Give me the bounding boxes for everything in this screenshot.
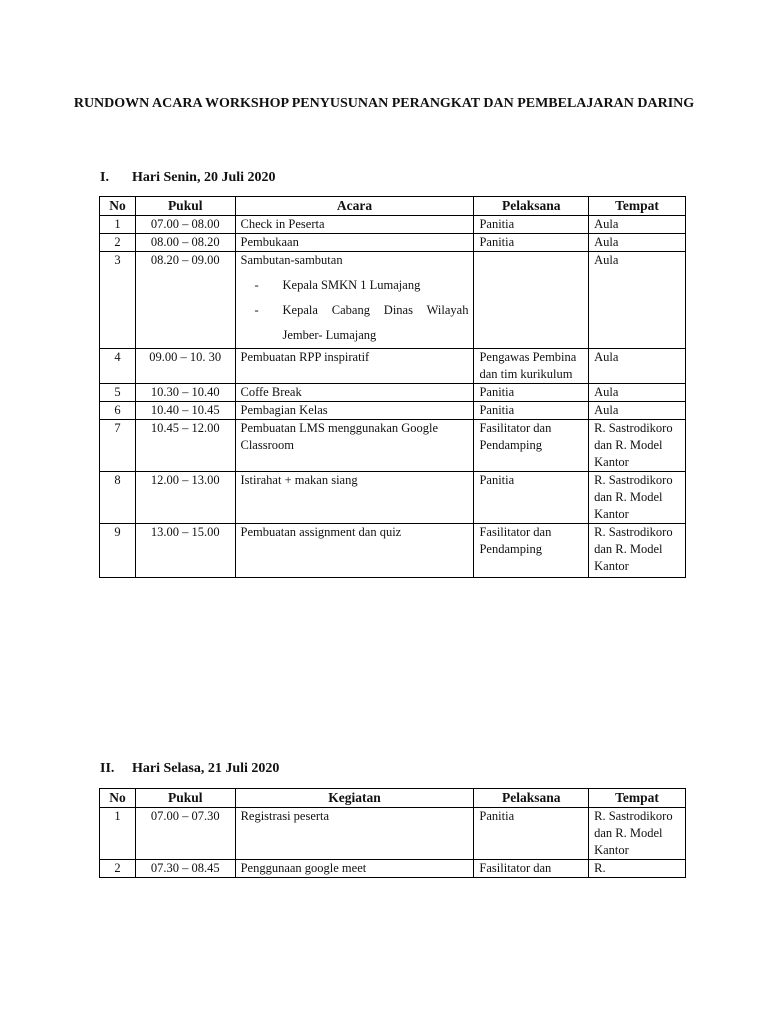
table-header-row (100, 789, 686, 808)
section-label: Hari Senin, 20 Juli 2020 (132, 170, 276, 185)
cell-tempat: Aula (589, 402, 686, 420)
table-row (100, 402, 686, 420)
cell-pukul: 07.00 – 07.30 (135, 808, 235, 860)
col-header-kegiatan: Kegiatan (235, 789, 474, 808)
cell-no: 2 (100, 860, 136, 878)
cell-pukul: 13.00 – 15.00 (135, 524, 235, 578)
cell-tempat: Aula (589, 349, 686, 384)
table-row (100, 808, 686, 860)
cell-pelaksana: Panitia (474, 216, 589, 234)
cell-no: 8 (100, 472, 136, 524)
cell-tempat: R. Sastrodikoro dan R. Model Kantor (589, 420, 686, 472)
cell-tempat: Aula (589, 216, 686, 234)
cell-pelaksana: Panitia (474, 234, 589, 252)
cell-pelaksana: Panitia (474, 472, 589, 524)
col-header-pukul: Pukul (135, 789, 235, 808)
table-row (100, 472, 686, 524)
cell-no: 4 (100, 349, 136, 384)
table-row (100, 252, 686, 349)
cell-acara: Check in Peserta (235, 216, 474, 234)
cell-acara: Pembuatan RPP inspiratif (235, 349, 474, 384)
cell-pukul: 09.00 – 10. 30 (135, 349, 235, 384)
rundown-table-day1 (99, 196, 686, 578)
table-row (100, 234, 686, 252)
section-heading-day1 (100, 170, 276, 186)
table-row (100, 216, 686, 234)
cell-pukul: 10.40 – 10.45 (135, 402, 235, 420)
cell-no: 3 (100, 252, 136, 349)
document-title: RUNDOWN ACARA WORKSHOP PENYUSUNAN PERANGKAT DAN PEMBELAJARAN DARING (73, 96, 695, 111)
cell-pelaksana: Fasilitator dan Pendamping (474, 420, 589, 472)
cell-pelaksana: Fasilitator dan (474, 860, 589, 878)
cell-pukul: 07.30 – 08.45 (135, 860, 235, 878)
cell-no: 9 (100, 524, 136, 578)
cell-kegiatan: Penggunaan google meet (235, 860, 474, 878)
table-row (100, 420, 686, 472)
cell-tempat: R. Sastrodikoro dan R. Model Kantor (589, 808, 686, 860)
cell-pelaksana: Panitia (474, 384, 589, 402)
rundown-table-day2 (99, 788, 686, 878)
cell-no: 6 (100, 402, 136, 420)
cell-no: 5 (100, 384, 136, 402)
section-number: I. (100, 170, 109, 185)
cell-tempat: Aula (589, 234, 686, 252)
sub-list-item (241, 298, 469, 348)
table-row (100, 384, 686, 402)
col-header-acara: Acara (235, 197, 474, 216)
col-header-pelaksana: Pelaksana (474, 789, 589, 808)
cell-pukul: 12.00 – 13.00 (135, 472, 235, 524)
col-header-pelaksana: Pelaksana (474, 197, 589, 216)
cell-no: 7 (100, 420, 136, 472)
sub-item-text: Kepala Cabang Dinas Wilayah Jember- Lumajang (282, 303, 469, 342)
col-header-tempat: Tempat (589, 789, 686, 808)
cell-acara: Coffe Break (235, 384, 474, 402)
table-row (100, 524, 686, 578)
col-header-tempat: Tempat (589, 197, 686, 216)
cell-tempat: Aula (589, 252, 686, 349)
cell-pukul: 08.20 – 09.00 (135, 252, 235, 349)
cell-no: 1 (100, 808, 136, 860)
cell-no: 2 (100, 234, 136, 252)
cell-tempat: R. (589, 860, 686, 878)
cell-pelaksana (474, 252, 589, 349)
cell-pukul: 08.00 – 08.20 (135, 234, 235, 252)
col-header-no: No (100, 197, 136, 216)
table-header-row (100, 197, 686, 216)
cell-acara: Pembuatan assignment dan quiz (235, 524, 474, 578)
cell-acara: Pembukaan (235, 234, 474, 252)
cell-pukul: 10.45 – 12.00 (135, 420, 235, 472)
cell-tempat: Aula (589, 384, 686, 402)
cell-acara: Pembagian Kelas (235, 402, 474, 420)
dash-bullet: - (254, 278, 259, 292)
table-row (100, 349, 686, 384)
col-header-no: No (100, 789, 136, 808)
cell-pelaksana: Fasilitator dan Pendamping (474, 524, 589, 578)
col-header-pukul: Pukul (135, 197, 235, 216)
cell-pelaksana: Pengawas Pembina dan tim kurikulum (474, 349, 589, 384)
sub-list-item (241, 269, 469, 298)
cell-acara (235, 252, 474, 349)
table-row (100, 860, 686, 878)
cell-pelaksana: Panitia (474, 402, 589, 420)
cell-pukul: 10.30 – 10.40 (135, 384, 235, 402)
section-heading-day2 (100, 761, 279, 777)
section-number: II. (100, 761, 115, 776)
cell-acara: Pembuatan LMS menggunakan Google Classroom (235, 420, 474, 472)
section-label: Hari Selasa, 21 Juli 2020 (132, 761, 280, 776)
sub-item-text: Kepala SMKN 1 Lumajang (282, 278, 421, 292)
cell-no: 1 (100, 216, 136, 234)
dash-bullet: - (254, 303, 259, 317)
acara-main-text: Sambutan-sambutan (240, 253, 343, 267)
cell-pukul: 07.00 – 08.00 (135, 216, 235, 234)
cell-tempat: R. Sastrodikoro dan R. Model Kantor (589, 524, 686, 578)
cell-tempat: R. Sastrodikoro dan R. Model Kantor (589, 472, 686, 524)
cell-kegiatan: Registrasi peserta (235, 808, 474, 860)
cell-pelaksana: Panitia (474, 808, 589, 860)
cell-acara: Istirahat + makan siang (235, 472, 474, 524)
